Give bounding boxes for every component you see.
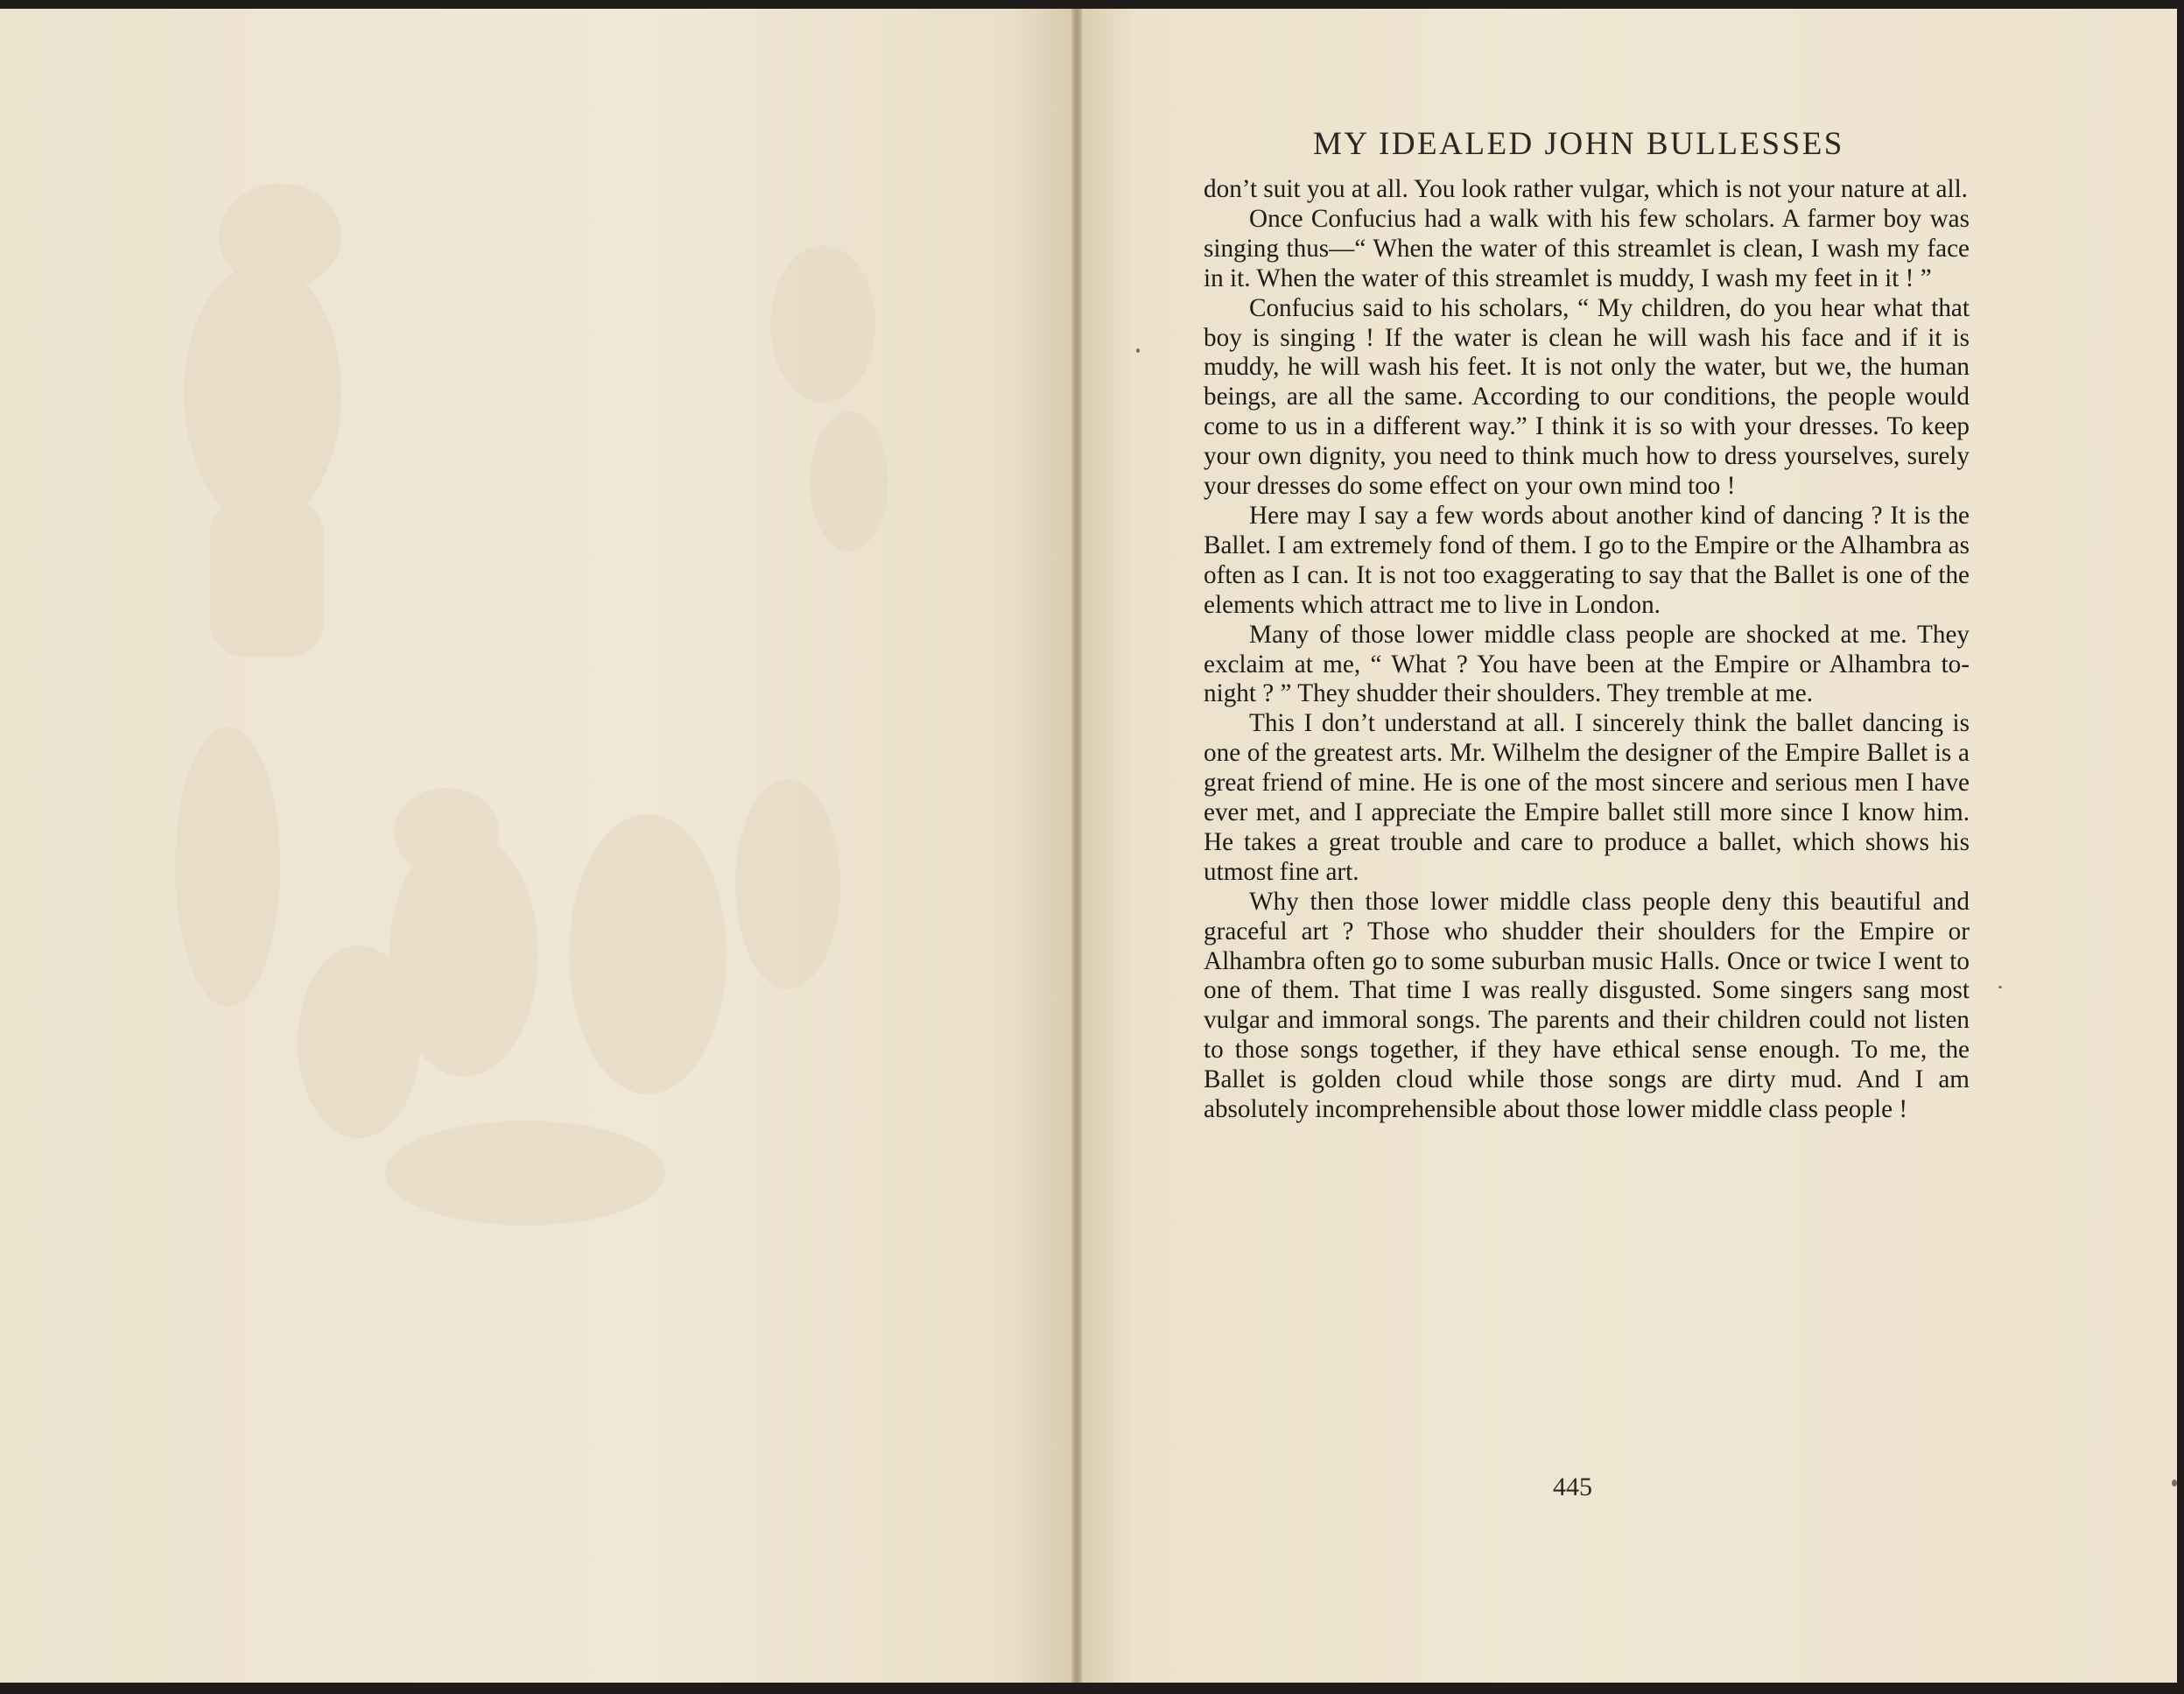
show-through-illustration xyxy=(158,166,910,1304)
left-page xyxy=(0,9,1075,1683)
paper-speck xyxy=(2172,1480,2177,1487)
page-number: 445 xyxy=(1553,1473,1592,1501)
paper-speck xyxy=(1136,348,1140,353)
paragraph: Confucius said to his scholars, “ My children, do you hear what that boy is singing ! If the water is clean he will wash his face and if it is muddy, he will wash his feet. It is not only the water, but we, the human beings, are all the same. According to our conditions, the people would come to us in a different way.” I think it is so with your dresses. To keep your own dignity, you need to think much how to dress yourselves, surely your dresses do some effect on your own mind too ! xyxy=(1204,293,1970,501)
paragraph: Here may I say a few words about another kind of dancing ? It is the Ballet. I am extremely fond of them. I go to the Empire or the Alhambra as often as I can. It is not too exaggerating to say that the Ballet is one of the elements which attract me to live in London. xyxy=(1204,501,1970,619)
paragraph: don’t suit you at all. You look rather vulgar, which is not your nature at all. xyxy=(1204,175,1968,203)
paper-speck xyxy=(1998,986,2002,988)
running-head: MY IDEALED JOHN BULLESSES xyxy=(1313,126,1844,162)
paragraph: Why then those lower middle class people deny this beautiful and graceful art ? Those who shudder their shoulders for the Empire or Alhambra often go to some suburban music Halls. Once or twice I went to one of them. That time I was really disgusted. Some singers sang most vulgar and immoral songs. The parents and their children could not listen to those songs together, if they have ethical sense enough. To me, the Ballet is golden cloud while those songs are dirty mud. And I am absolutely incomprehensible about those lower middle class people ! xyxy=(1204,887,1970,1124)
paragraph: Many of those lower middle class people are shocked at me. They exclaim at me, “ What ? You have been at the Empire or Alhambra to-night ? ” They shudder their shoulders. They tremble at me. xyxy=(1204,620,1970,708)
body-text xyxy=(1204,175,1970,1125)
paragraph: This I don’t understand at all. I sincerely think the ballet dancing is one of the greatest arts. Mr. Wilhelm the designer of the Empire Ballet is a great friend of mine. He is one of the most sincere and serious men I have ever met, and I appreciate the Empire ballet still more since I know him. He takes a great trouble and care to produce a ballet, which shows his utmost fine art. xyxy=(1204,709,1970,886)
book-gutter xyxy=(1071,9,1082,1683)
paragraph: Once Confucius had a walk with his few scholars. A farmer boy was singing thus—“ When the water of this streamlet is clean, I wash my face in it. When the water of this streamlet is muddy, I wash my feet in it ! ” xyxy=(1204,204,1970,292)
